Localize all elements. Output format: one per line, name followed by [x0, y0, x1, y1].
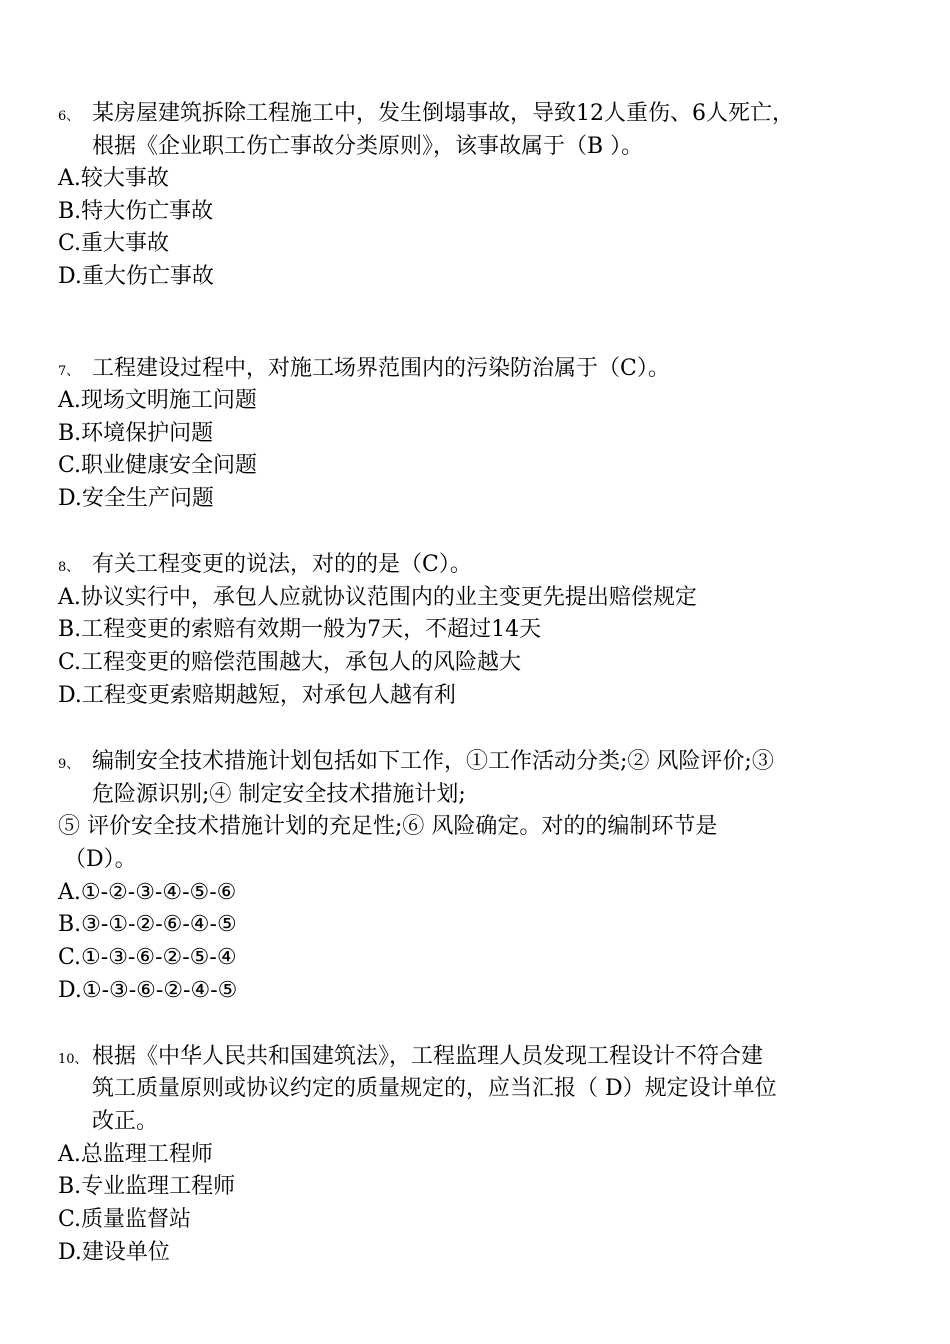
option-d: D.重大伤亡事故: [58, 264, 214, 289]
question-number: 8、: [58, 560, 80, 575]
question-number: 10、: [58, 1052, 88, 1067]
option-d: D.①-③-⑥-②-④-⑤: [58, 978, 238, 1003]
option-a: A.现场文明施工问题: [58, 388, 257, 413]
option-a: A.较大事故: [58, 166, 169, 191]
question-9-stem-line-2: 危险源识别;④ 制定安全技术措施计划;: [92, 782, 466, 807]
question-number: 9、: [58, 757, 80, 772]
question-9-stem-line-3: ⑤ 评价安全技术措施计划的充足性;⑥ 风险确定。对的的编制环节是: [58, 814, 718, 839]
question-7-stem-line-1: 7、 工程建设过程中，对施工场界范围内的污染防治属于（C）。: [58, 352, 670, 385]
question-6-stem-line-2: 根据《企业职工伤亡事故分类原则》，该事故属于（B ）。: [92, 134, 644, 159]
option-c: C.工程变更的赔偿范围越大，承包人的风险越大: [58, 650, 522, 675]
option-c: C.质量监督站: [58, 1207, 192, 1232]
option-a: A.①-②-③-④-⑤-⑥: [58, 880, 237, 905]
question-number: 7、: [58, 364, 80, 379]
option-d: D.建设单位: [58, 1240, 170, 1265]
option-b: B.环境保护问题: [58, 421, 214, 446]
question-8-stem-line-1: 8、 有关工程变更的说法，对的的是（C）。: [58, 548, 472, 581]
question-9-stem-line-1: 9、 编制安全技术措施计划包括如下工作，①工作活动分类;② 风险评价;③: [58, 745, 774, 778]
option-b: B.特大伤亡事故: [58, 199, 214, 224]
option-d: D.安全生产问题: [58, 486, 214, 511]
option-b: B.③-①-②-⑥-④-⑤: [58, 912, 237, 937]
option-b: B.专业监理工程师: [58, 1174, 236, 1199]
option-c: C.重大事故: [58, 231, 170, 256]
option-b: B.工程变更的索赔有效期一般为7天，不超过14天: [58, 617, 542, 642]
question-number: 6、: [58, 109, 80, 124]
option-c: C.①-③-⑥-②-⑤-④: [58, 945, 237, 970]
question-10-stem-line-3: 改正。: [92, 1109, 159, 1134]
question-9-stem-line-4: （D）。: [64, 847, 137, 872]
option-c: C.职业健康安全问题: [58, 453, 258, 478]
question-6-stem-line-1: 6、 某房屋建筑拆除工程施工中，发生倒塌事故，导致12人重伤、6人死亡，: [58, 97, 794, 130]
question-10-stem-line-1: 10、 根据《中华人民共和国建筑法》，工程监理人员发现工程设计不符合建: [58, 1040, 763, 1073]
option-a: A.协议实行中，承包人应就协议范围内的业主变更先提出赔偿规定: [58, 585, 697, 610]
option-a: A.总监理工程师: [58, 1142, 213, 1167]
question-10-stem-line-2: 筑工质量原则或协议约定的质量规定的，应当汇报（ D）规定设计单位: [92, 1076, 777, 1101]
option-d: D.工程变更索赔期越短，对承包人越有利: [58, 683, 456, 708]
